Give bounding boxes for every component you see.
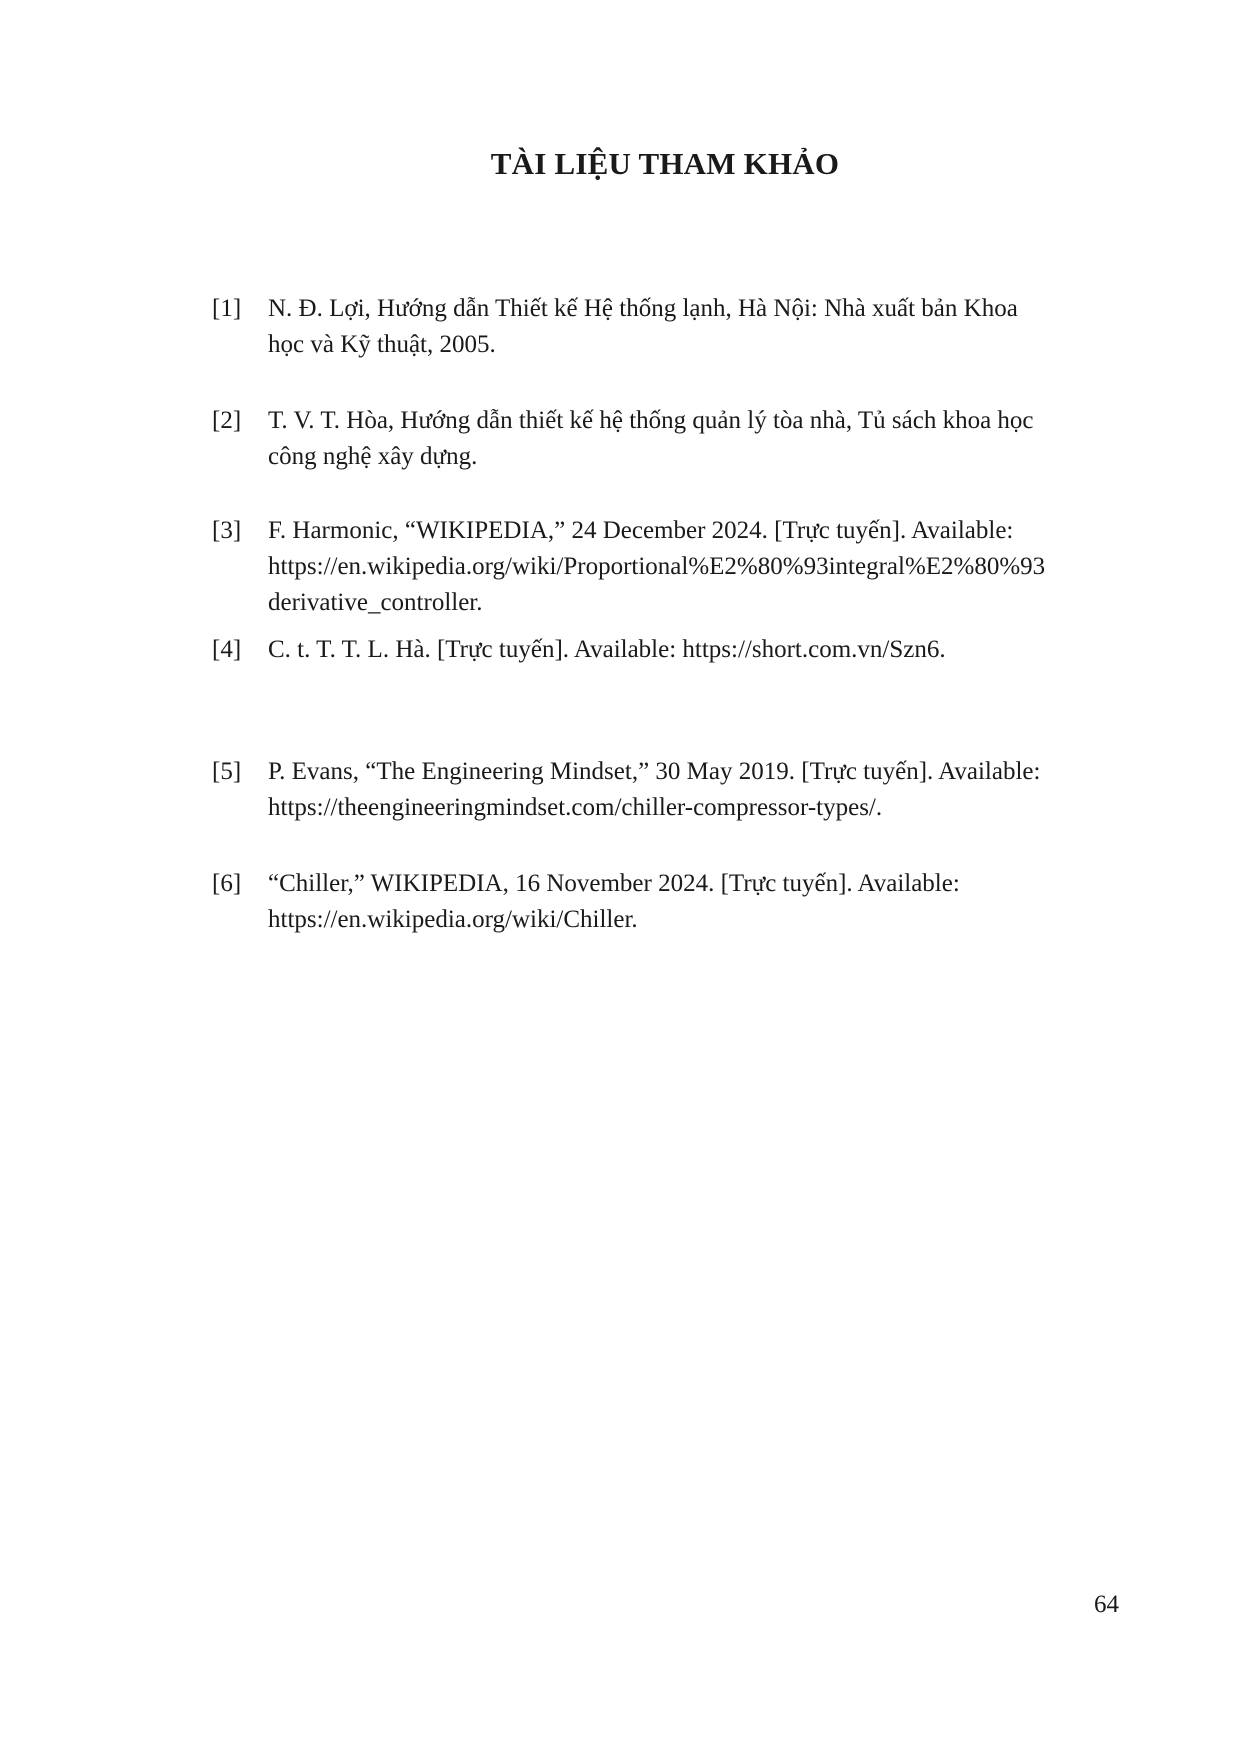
- page-title: TÀI LIỆU THAM KHẢO: [490, 146, 840, 181]
- reference-item-5: [212, 754, 1122, 826]
- reference-line: công nghệ xây dựng.: [268, 443, 478, 470]
- reference-line: N. Đ. Lợi, Hướng dẫn Thiết kế Hệ thống lạnh, Hà Nội: Nhà xuất bản Khoa: [268, 295, 1018, 322]
- reference-item-1: [212, 291, 1122, 363]
- reference-url-line[interactable]: https://en.wikipedia.org/wiki/Chiller.: [268, 906, 638, 933]
- reference-line: “Chiller,” WIKIPEDIA, 16 November 2024. [Trực tuyến]. Available:: [268, 870, 960, 897]
- reference-text: [268, 754, 1122, 826]
- reference-text: [268, 513, 1122, 621]
- reference-url-line[interactable]: https://theengineeringmindset.com/chiller-compressor-types/.: [268, 794, 883, 821]
- reference-item-2: [212, 403, 1122, 475]
- reference-url-line[interactable]: derivative_controller.: [268, 589, 483, 616]
- reference-line: P. Evans, “The Engineering Mindset,” 30 May 2019. [Trực tuyến]. Available:: [268, 758, 1041, 785]
- page-number: 64: [1094, 1591, 1119, 1618]
- reference-number: [6]: [212, 870, 242, 897]
- reference-number: [1]: [212, 295, 242, 322]
- reference-item-4: [212, 632, 1122, 668]
- reference-text: [268, 866, 1122, 938]
- reference-line: học và Kỹ thuật, 2005.: [268, 331, 496, 358]
- reference-text: [268, 403, 1122, 475]
- reference-item-3: [212, 513, 1122, 621]
- reference-number: [5]: [212, 758, 242, 785]
- reference-text: [268, 291, 1122, 363]
- reference-number: [2]: [212, 407, 242, 434]
- reference-number: [3]: [212, 517, 242, 544]
- reference-line: F. Harmonic, “WIKIPEDIA,” 24 December 2024. [Trực tuyến]. Available:: [268, 517, 1014, 544]
- reference-url-line[interactable]: https://en.wikipedia.org/wiki/Proportional%E2%80%93integral%E2%80%93: [268, 553, 1046, 580]
- reference-line: C. t. T. T. L. Hà. [Trực tuyến]. Available: https://short.com.vn/Szn6.: [268, 636, 946, 663]
- reference-line: T. V. T. Hòa, Hướng dẫn thiết kế hệ thống quản lý tòa nhà, Tủ sách khoa học: [268, 407, 1034, 434]
- reference-number: [4]: [212, 636, 242, 663]
- reference-text: [268, 632, 1122, 668]
- reference-item-6: [212, 866, 1122, 938]
